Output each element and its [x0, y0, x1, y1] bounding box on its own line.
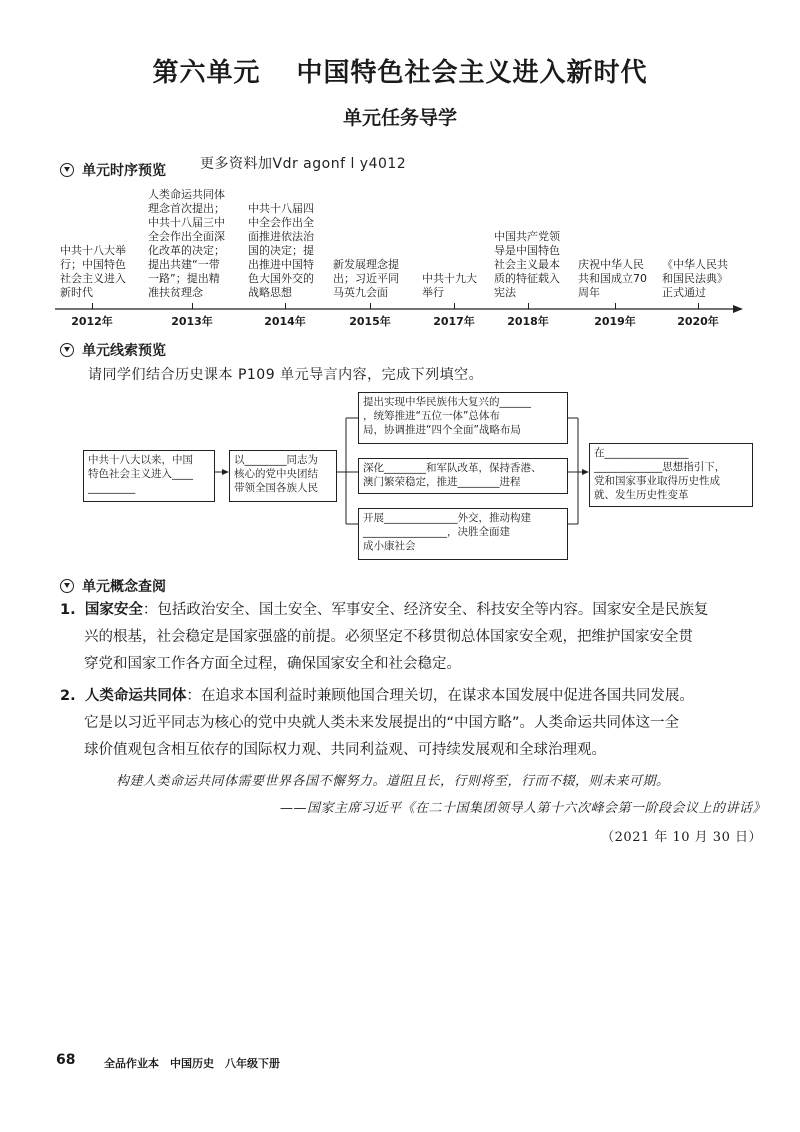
timeline-tick — [615, 303, 616, 309]
section-timeline-title: 单元时序预览 — [82, 163, 166, 179]
section-concept-title: 单元概念查阅 — [82, 579, 166, 595]
timeline-tick — [528, 303, 529, 309]
year-label: 2020年 — [677, 315, 719, 328]
flow-box-era: 中共十八大以来，中国 特色社会主义进入____ _________ — [83, 450, 215, 502]
year-label: 2013年 — [171, 315, 213, 328]
section-concept-heading — [60, 576, 166, 596]
year-label: 2015年 — [349, 315, 391, 328]
year-label: 2014年 — [264, 315, 306, 328]
quote-text: 构建人类命运共同体需要世界各国不懈努力。道阻且长，行则将至，行而不辍，则未来可期。 — [116, 774, 670, 789]
section-clue-title: 单元线索预览 — [82, 343, 166, 359]
flow-box-achievement: 在________________ _____________思想指引下， 党和国家事业取得历史性成 就、发生历史性变革 — [589, 443, 753, 507]
timeline-event-2015: 新发展理念提 出；习近平同 马英九会面 — [333, 258, 399, 299]
flow-box-strategy: 提出实现中华民族伟大复兴的______ ，统筹推进“五位一体”总体布 局，协调推进“四个全面”战略布局 — [358, 392, 568, 444]
year-label: 2012年 — [71, 315, 113, 328]
timeline-event-2014: 中共十八届四 中全会作出全 面推进依法治 国的决定；提 出推进中国特 色大国外交的 战略思想 — [248, 202, 314, 299]
timeline-tick — [285, 303, 286, 309]
year-label: 2018年 — [507, 315, 549, 328]
timeline-event-2019: 庆祝中华人民 共和国成立70 周年 — [578, 258, 647, 299]
flow-box-diplomacy: 开展______________外交，推动构建 ________________，决胜全面建 成小康社会 — [358, 508, 568, 560]
timeline-event-2020: 《中华人民共 和国民法典》 正式通过 — [662, 258, 728, 299]
timeline-tick — [192, 303, 193, 309]
timeline-tick — [454, 303, 455, 309]
page-title — [0, 52, 800, 89]
unit-label: 第六单元 — [152, 58, 261, 88]
footer-text: 全品作业本 中国历史 八年级下册 — [104, 1057, 280, 1070]
unit-title: 中国特色社会主义进入新时代 — [296, 58, 648, 88]
concept-term: 国家安全 — [84, 602, 143, 618]
flow-box-leadership: 以________同志为 核心的党中央团结 带领全国各族人民 — [229, 450, 337, 502]
timeline-event-2013: 人类命运共同体 理念首次提出； 中共十八届三中 全会作出全面深 化改革的决定； 提出共建“一带 一路”；提出精 准扶贫理念 — [148, 188, 225, 299]
clue-instruction: 请同学们结合历史课本 P109 单元导言内容，完成下列填空。 — [88, 367, 484, 383]
timeline-event-2017: 中共十九大 举行 — [422, 272, 477, 299]
page-subtitle: 单元任务导学 — [342, 107, 457, 129]
quote-source: ——国家主席习近平《在二十国集团领导人第十六次峰会第一阶段会议上的讲话》 — [279, 801, 766, 816]
year-label: 2017年 — [433, 315, 475, 328]
timeline-tick — [698, 303, 699, 309]
timeline-event-2012: 中共十八大举 行；中国特色 社会主义进入 新时代 — [60, 244, 126, 299]
section-timeline-heading — [60, 160, 166, 180]
timeline-event-2018: 中国共产党领 导是中国特色 社会主义最本 质的特征载入 宪法 — [494, 230, 560, 299]
concept-item: 1. 国家安全：包括政治安全、国土安全、军事安全、经济安全、科技安全等内容。国家安全是民族复 兴的根基，社会稳定是国家强盛的前提。必须坚定不移贯彻总体国家安全观，把维护国家安全贯 穿党和国家工作各方面全过程，确保国家安全和社会稳定。 — [60, 602, 709, 672]
watermark-text: 更多资料加Vdr agonf l y4012 — [200, 156, 407, 172]
concept-item: 2. 人类命运共同体：在追求本国利益时兼顾他国合理关切，在谋求本国发展中促进各国共同发展。 它是以习近平同志为核心的党中央就人类未来发展提出的“中国方略”。人类命运共同体这一全 球价值观包含相互依存的国际权力观、共同利益观、可持续发展观和全球治理观。 — [60, 688, 694, 758]
timeline-tick — [92, 303, 93, 309]
timeline-tick — [370, 303, 371, 309]
triangle-circle-icon — [60, 579, 74, 593]
concept-term: 人类命运共同体 — [84, 688, 187, 704]
section-clue-heading — [60, 340, 166, 360]
year-label: 2019年 — [594, 315, 636, 328]
flow-box-reform: 深化________和军队改革，保持香港、 澳门繁荣稳定，推进________进程 — [358, 458, 568, 494]
triangle-circle-icon — [60, 163, 74, 177]
triangle-circle-icon — [60, 343, 74, 357]
page-number: 68 — [56, 1052, 76, 1068]
quote-date: （2021 年 10 月 30 日） — [601, 830, 762, 845]
